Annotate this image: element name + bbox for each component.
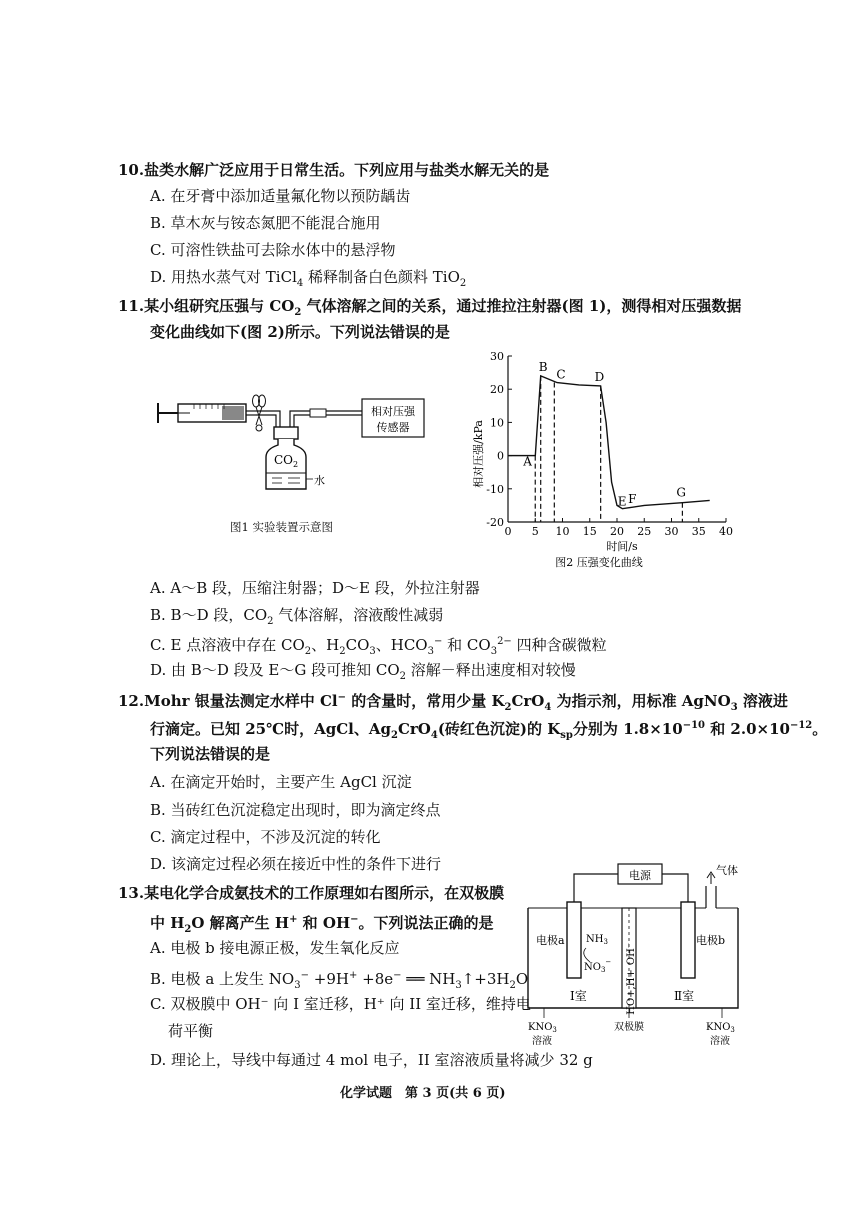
q11-stem-2: 变化曲线如下(图 2)所示。下列说法错误的是: [150, 323, 450, 341]
membrane-ions-bottom: HO+,H+: [626, 969, 637, 1015]
fig1-caption: 图1 实验装置示意图: [230, 520, 333, 534]
kno3-right-label: $KNO_3$: [706, 1022, 735, 1034]
sensor-label-1: 相对压强: [371, 405, 415, 418]
q11-option-b: B. B～D 段，$CO_2$ 气体溶解，溶液酸性减弱: [150, 606, 444, 627]
room-2-label: Ⅱ室: [674, 989, 695, 1003]
room-1-label: Ⅰ室: [570, 989, 587, 1003]
q12-option-c: C. 滴定过程中，不涉及沉淀的转化: [150, 828, 381, 846]
y-tick-label: -20: [486, 516, 504, 529]
solution-right-label: 溶液: [710, 1036, 730, 1047]
bipolar-label: 双极膜: [614, 1022, 644, 1033]
nh3-label: $NH_3$: [586, 934, 608, 946]
kno3-left-label: $KNO_3$: [528, 1022, 557, 1034]
x-tick-label: 40: [719, 525, 733, 538]
q13-option-c-1: C. 双极膜中 OH⁻ 向 I 室迁移，H⁺ 向 II 室迁移，维持电: [150, 995, 531, 1013]
fig3-electrolysis-cell: [522, 858, 752, 1050]
q13-stem-1: 13.某电化学合成氨技术的工作原理如右图所示，在双极膜: [118, 884, 505, 902]
co2-label: $CO_2$: [274, 453, 299, 469]
electrode-b-label: 电极b: [696, 934, 726, 947]
sensor-label-2: 传感器: [376, 421, 410, 434]
y-tick-label: -10: [486, 482, 504, 496]
water-label: 水: [314, 474, 325, 487]
point-D-label: D: [594, 369, 605, 384]
fig1-apparatus: [150, 385, 440, 500]
point-F-label: F: [628, 492, 637, 507]
q11-option-a: A. A～B 段，压缩注射器；D～E 段，外拉注射器: [150, 579, 480, 597]
q10-option-b: B. 草木灰与铵态氮肥不能混合施用: [150, 214, 381, 232]
electrode-a: [567, 902, 581, 978]
q12-stem-3: 下列说法错误的是: [150, 745, 271, 763]
q13-stem-2: 中 $H_2O$ 解离产生 H+ 和 OH−。下列说法正确的是: [150, 914, 494, 935]
y-tick-label: 20: [490, 383, 504, 397]
x-tick-label: 5: [531, 525, 539, 538]
syringe-gas: [222, 406, 244, 420]
gas-label: 气体: [716, 864, 738, 877]
y-tick-label: 10: [490, 416, 504, 430]
point-G-label: G: [676, 485, 686, 500]
q10-option-d: D. 用热水蒸气对 TiCl$_4$ 稀释制备白色颜料 TiO$_2$: [150, 268, 467, 289]
x-tick-label: 0: [504, 525, 512, 538]
q10-option-c: C. 可溶性铁盐可去除水体中的悬浮物: [150, 241, 396, 259]
point-E-label: E: [617, 494, 627, 509]
electrode-b: [681, 902, 695, 978]
page-footer: 化学试题 第 3 页(共 6 页): [340, 1086, 506, 1101]
q10-stem: 10.盐类水解广泛应用于日常生活。下列应用与盐类水解无关的是: [118, 161, 550, 179]
point-B-label: B: [538, 359, 548, 374]
q13-option-b: B. 电极 a 上发生 $NO_3^- +9H^+ +8e^-$ ══ $NH_3↑+3H_2O$: [150, 970, 529, 991]
x-tick-label: 35: [691, 525, 706, 538]
bottle-stopper: [274, 427, 298, 439]
solution-left-label: 溶液: [532, 1036, 552, 1047]
no3-label: $NO_3^-$: [584, 958, 612, 974]
fig2-xlabel: 时间/s: [606, 540, 638, 553]
x-tick-label: 10: [555, 525, 570, 538]
q11-stem-1: 11.某小组研究压强与 $CO_2$ 气体溶解之间的关系，通过推拉注射器(图 1)，测得相对压强数据: [118, 297, 742, 318]
point-C-label: C: [556, 367, 566, 382]
y-tick-label: 30: [490, 350, 504, 363]
q12-stem-1: 12.Mohr 银量法测定水样中 Cl− 的含量时，常用少量 $K_2CrO_4$ 为指示剂，用标准 AgNO$_3$ 溶液进: [118, 692, 788, 713]
q11-option-c: C. E 点溶液中存在 $CO_2$、$H_2CO_3$、$HCO_3^-$ 和 $CO_3^{2-}$ 四种含碳微粒: [150, 636, 607, 657]
q13-option-c-2: 荷平衡: [168, 1022, 214, 1040]
fig2-caption: 图2 压强变化曲线: [555, 556, 643, 569]
point-A-label: A: [523, 454, 532, 469]
x-tick-label: 30: [664, 525, 679, 538]
x-tick-label: 25: [637, 525, 652, 538]
y-tick-label: 0: [497, 449, 504, 463]
q12-option-a: A. 在滴定开始时，主要产生 AgCl 沉淀: [150, 773, 412, 791]
x-tick-label: 20: [610, 525, 624, 538]
fig2-chart: [468, 344, 738, 569]
q13-option-d: D. 理论上，导线中每通过 4 mol 电子，II 室溶液质量将减少 32 g: [150, 1051, 593, 1069]
q12-option-d: D. 该滴定过程必须在接近中性的条件下进行: [150, 855, 442, 873]
q12-stem-2: 行滴定。已知 25℃时，AgCl、$Ag_2CrO_4$(砖红色沉淀)的 $K_{sp}$分别为 $1.8\times 10^{-10}$ 和 $2.0\times 10^{-12}$。: [150, 720, 828, 741]
power-label: 电源: [629, 869, 651, 882]
q10-option-a: A. 在牙膏中添加适量氟化物以预防龋齿: [150, 187, 411, 205]
membrane-ions-top: OH⁻: [626, 942, 637, 966]
gas-outlet: [706, 886, 716, 908]
q13-option-a: A. 电极 b 接电源正极，发生氧化反应: [150, 939, 400, 957]
q12-option-b: B. 当砖红色沉淀稳定出现时，即为滴定终点: [150, 801, 441, 819]
electrode-a-label: 电极a: [536, 934, 565, 947]
x-tick-label: 15: [582, 525, 597, 538]
fig2-ylabel: 相对压强/kPa: [472, 420, 485, 488]
q11-option-d: D. 由 B～D 段及 E～G 段可推知 $CO_2$ 溶解－释出速度相对较慢: [150, 661, 576, 682]
